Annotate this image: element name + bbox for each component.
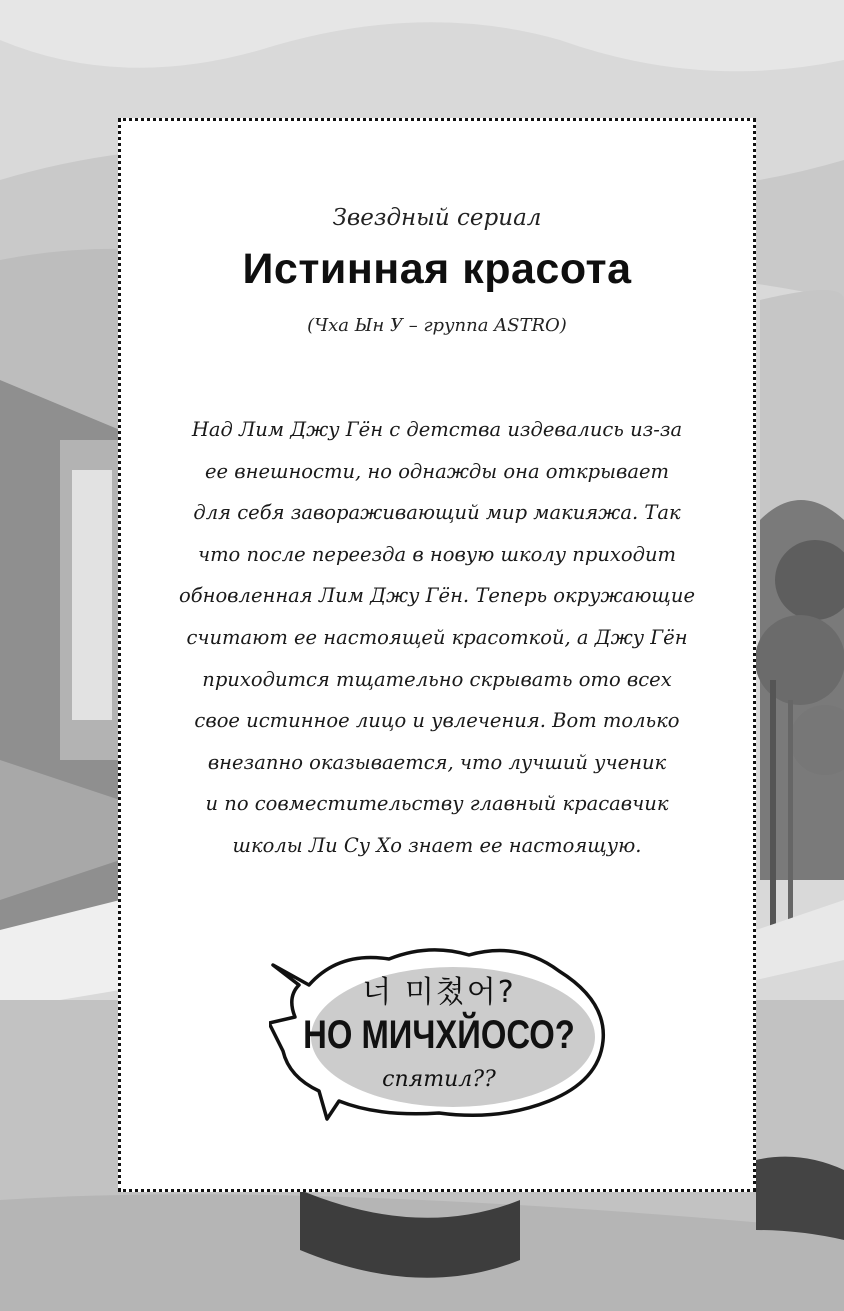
- description-line: ее внешности, но однажды она открывает: [204, 459, 670, 483]
- description-line: обновленная Лим Джу Гён. Теперь окружающие: [178, 584, 696, 608]
- description-text: [155, 409, 719, 867]
- speech-bubble: [269, 941, 609, 1121]
- description-line: свое истинное лицо и увлечения. Вот только: [194, 709, 680, 733]
- description-line: школы Ли Су Хо знает ее настоящую.: [232, 833, 642, 857]
- description-card: [118, 118, 756, 1192]
- page-title: Истинная красота: [242, 245, 632, 293]
- description-line: приходится тщательно скрывать ото всех: [202, 667, 672, 691]
- bubble-transliteration: НО МИЧХЙОСО?: [303, 1013, 575, 1057]
- description-line: что после переезда в новую школу приходит: [197, 542, 677, 566]
- page-subtitle: (Чха Ын У – группа ASTRO): [307, 315, 567, 336]
- description-line: и по совместительству главный красавчик: [205, 792, 669, 816]
- description-line: для себя завораживающий мир макияжа. Так: [193, 501, 681, 525]
- description-line: Над Лим Джу Гён с детства издевались из-за: [191, 418, 683, 441]
- series-kicker: Звездный сериал: [332, 205, 542, 231]
- description-line: внезапно оказывается, что лучший ученик: [207, 750, 667, 774]
- bubble-translation: спятил??: [382, 1067, 496, 1092]
- bubble-korean-text: 너 미쳤어?: [362, 975, 516, 1010]
- description-line: считают ее настоящей красоткой, а Джу Гён: [186, 625, 688, 649]
